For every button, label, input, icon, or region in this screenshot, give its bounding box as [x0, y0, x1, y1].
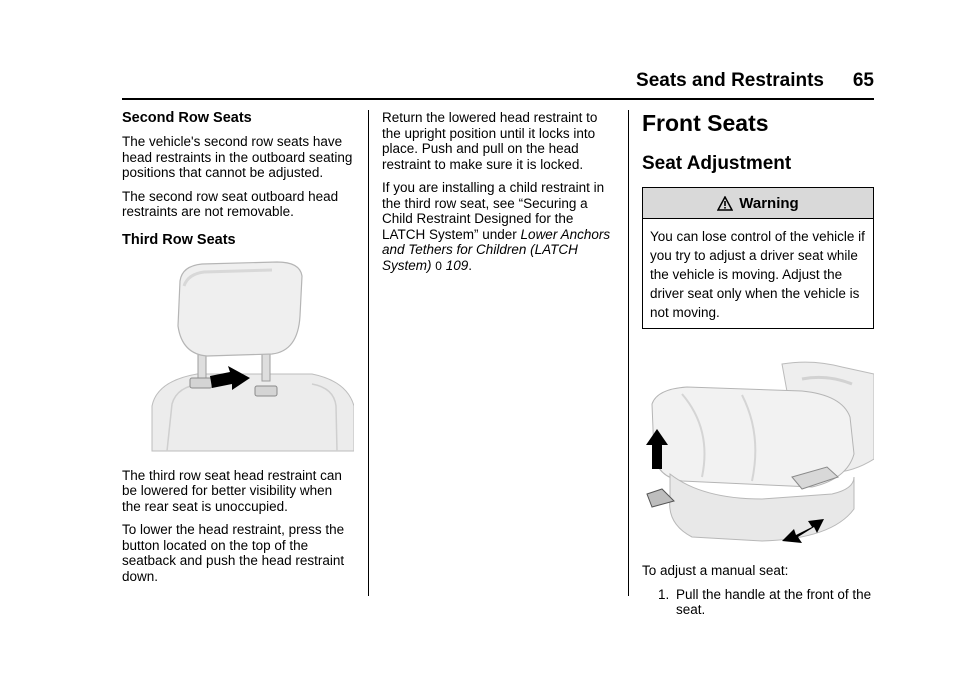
front-seats-heading: Front Seats: [642, 110, 769, 136]
warning-body: You can lose control of the vehicle if you try to adjust a driver seat while the vehicle is moving. Adjust the driver seat only when the vehicle is not moving.: [650, 229, 865, 320]
head-restraint-illustration: [122, 256, 354, 456]
column-left: [122, 110, 354, 592]
second-row-paragraph-2: The second row seat outboard head restraints are not removable.: [122, 188, 339, 219]
page-ref-icon: 0: [435, 258, 442, 273]
third-row-heading: Third Row Seats: [122, 231, 236, 248]
column-divider-1: [368, 110, 369, 596]
page-number: 65: [852, 70, 874, 91]
page-header: [122, 68, 874, 94]
step-number: 1.: [658, 586, 670, 602]
paragraph-end: .: [468, 257, 473, 273]
second-row-heading: Second Row Seats: [122, 110, 252, 126]
warning-triangle-icon: [717, 196, 733, 211]
child-restraint-text: If you are installing a child restraint in the third row seat, see “Securing a Child Restraint Designed for the LATCH System” under: [382, 180, 605, 242]
warning-title: Warning: [739, 194, 799, 212]
second-row-paragraph-1: The vehicle's second row seats have head restraints in the outboard seating positions that cannot be adjusted.: [122, 134, 353, 180]
step-text: Pull the handle at the front of the seat.: [676, 586, 872, 617]
column-middle: [382, 110, 618, 282]
third-row-paragraph-1: The third row seat head restraint can be lowered for better visibility when the rear seat is unoccupied.: [122, 467, 342, 514]
column-divider-2: [628, 110, 629, 596]
third-row-paragraph-2: To lower the head restraint, press the button located on the top of the seatback and push the head restraint down.: [122, 522, 345, 584]
adjust-intro: To adjust a manual seat:: [642, 563, 789, 578]
front-seat-illustration: [642, 359, 874, 549]
column-right: [642, 110, 874, 618]
section-title: Seats and Restraints: [636, 70, 824, 91]
seat-adjustment-heading: Seat Adjustment: [642, 153, 792, 174]
warning-header: [643, 188, 873, 219]
latch-page-ref[interactable]: 109: [445, 257, 469, 273]
list-item: [658, 587, 874, 618]
restraint-lock-paragraph: Return the lowered head restraint to the upright position until it locks into place. Push and pull on the head restraint to make sure it is locked.: [382, 110, 598, 172]
child-restraint-paragraph: [382, 180, 618, 274]
warning-box: [642, 187, 874, 329]
latch-link[interactable]: Lower Anchors and Tethers for Children (LATCH System): [382, 226, 611, 273]
header-rule: [122, 98, 874, 100]
